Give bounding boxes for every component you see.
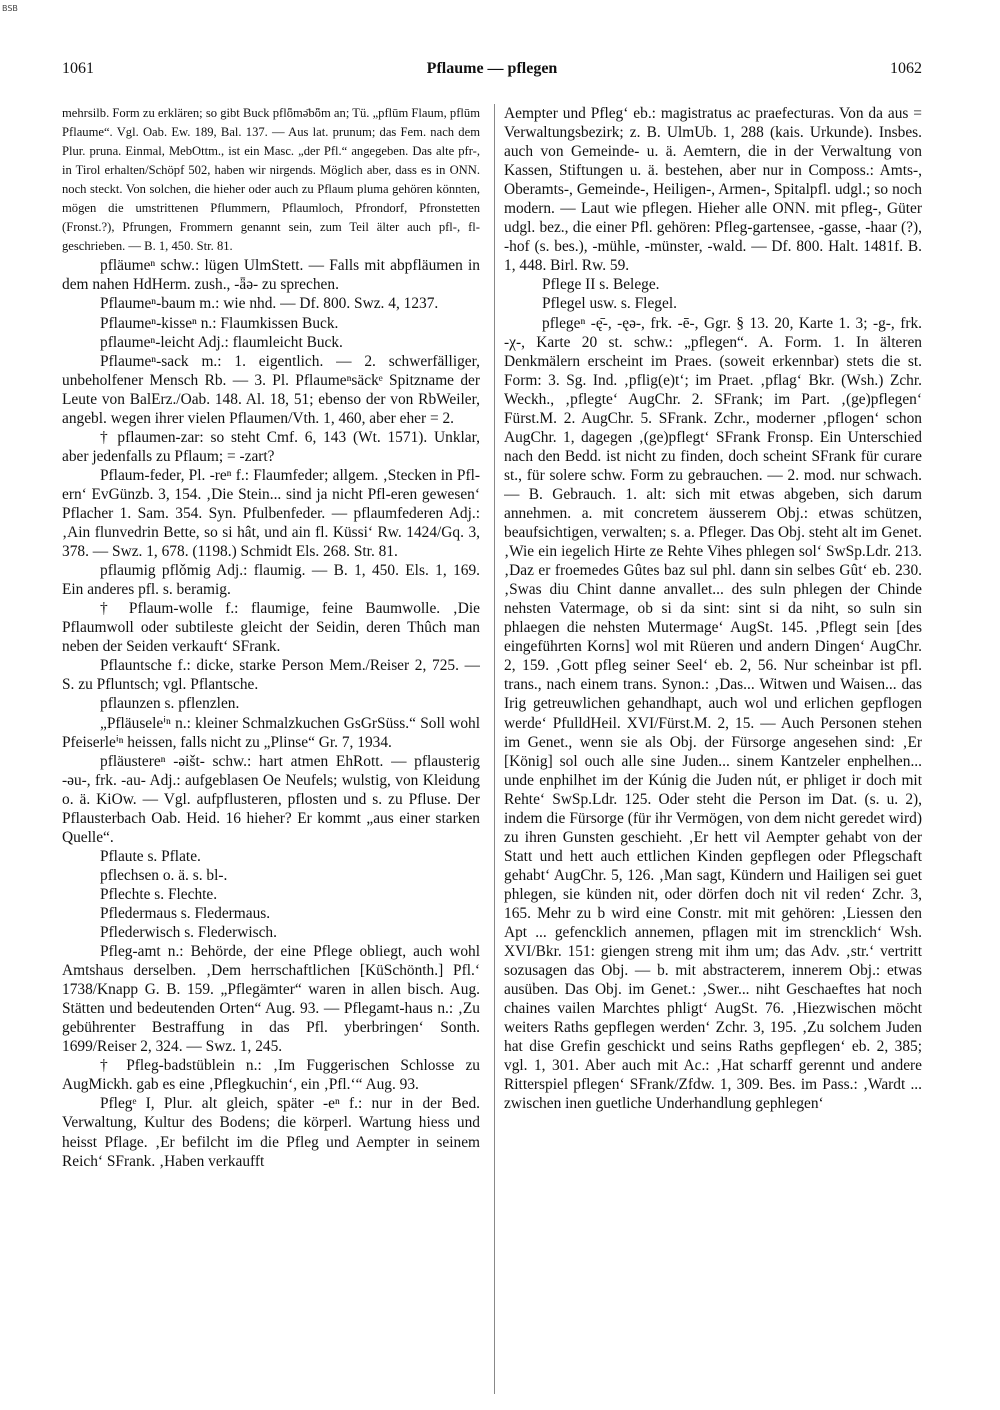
dictionary-entry: Pflegel usw. s. Flegel. xyxy=(542,295,677,313)
dictionary-entry: Pflaumeⁿ-sack m.: 1. eigentlich. — 2. schwerfälliger, unbeholfener Mensch Rb. — 3. Pl. Pflaumeⁿsäckᵉ Spitzname der Leute von BalErz./Oab. 148. Al. 18, 51; ebenso der von RbWeiler, angebl. wegen ihrer vielen Pflaumen/Vth. 1, 460, aber eher = 2. xyxy=(62,352,480,427)
dictionary-entry: pfläumeⁿ schw.: lügen UlmStett. — Falls mit abpfläumen in dem nahen HdHerm. zush., -ǟə- zu sprechen. xyxy=(62,257,480,294)
dictionary-entry: † pflaumen-zar: so steht Cmf. 6, 143 (Wt. 1571). Unklar, aber jedenfalls zu Pflaum; = -zart? xyxy=(62,428,480,465)
running-title: Pflaume — pflegen xyxy=(426,60,558,77)
right-page-number: 1062 xyxy=(890,60,922,77)
dictionary-entry: mehrsilb. Form zu erklären; so gibt Buck pflȫmə̄bȫm an; Tü. „pflūm Flaum, pflūm Pflaume“. Vgl. Oab. Ew. 189, Bal. 137. — Aus lat. prunum; das Fem. nach dem Plur. pruna. Einmal, MebOttm., ist ein Masc. „der Pfl.“ angegeben. Das alte pfr-, in Tirol erhalten/Schöpf 502, haben wir nirgends. Möglich aber, dass es in ONN. noch steckt. Von solchen, die hieher oder auch zu Pflaum pluma gehören könnten, mögen die umstrittenen Pflummern, Pflaumloch, Pfrondorf, Pfronstetten (Fronst.?), Pfrungen, Frommern genannt sein, zum Teil älter auch pfl-, fl- geschrieben. — B. 1, 450. Str. 81. xyxy=(62,106,480,254)
dictionary-entry: Aempter und Pfleg‘ eb.: magistratus ac praefecturas. Von da aus = Verwaltungsbezirk; z. B. UlmUb. 1, 288 (kais. Urkunde). Insbes. auch von Gemeinde- u. ä. Aemtern, die in der Verwaltung von Kassen, Stiftungen u. ä. bestehen, aber nur in Composs.: Amts-, Oberamts-, Gemeinde-, Heiligen-, Armen-, Spitalpfl. udgl.; so noch modern. — Laut wie pflegen. Hieher alle ONN. mit pfleg-, Güter udgl. bez., die einer Pfl. gehören: Pfleg-gartensee, -gasse, -haar (?), -hof (s. bes.), -mühle, -münster, -wald. — Df. 800. Halt. 1481f. B. 1, 448. Birl. Rw. 59. xyxy=(504,105,922,275)
dictionary-entry: Pflechte s. Flechte. xyxy=(100,885,218,903)
dictionary-entry: Pflauntsche f.: dicke, starke Person Mem./Reiser 2, 725. — S. zu Pfluntsch; vgl. Pflantsche. xyxy=(62,657,480,694)
dictionary-entry: Pflaum-feder, Pl. -reⁿ f.: Flaumfeder; allgem. ‚Stecken in Pfl-ern‘ EvGünzb. 3, 154. ‚Die Stein... sind ja nicht Pfl-eren gewesen‘ Pflacher 1. Sam. 354. Syn. Pfulbenfeder. — pflaumfederen Adj.: ‚Ain flunvedrin Bette, so si hât, und ain fl. Küssi‘ Rw. 1424/Gq. 3, 378. — Swz. 1, 678. (1198.) Schmidt Els. 268. Str. 81. xyxy=(62,466,480,561)
dictionary-entry: Pfledermaus s. Fledermaus. xyxy=(100,904,271,922)
dictionary-entry: Pflegᵉ I, Plur. alt gleich, später -eⁿ f.: nur in der Bed. Verwaltung, Kultur des Bodens; die körperl. Wartung hiess und heisst Pflage. ‚Er befilcht im die Pfleg und Aempter in seinem Reich‘ SFrank. ‚Haben verkaufft xyxy=(62,1095,480,1170)
dictionary-entry: pflaumig pflǒmig Adj.: flaumig. — B. 1, 450. Els. 1, 169. Ein anderes pfl. s. beramig. xyxy=(62,562,480,599)
dictionary-entry: pfläustereⁿ -əišt- schw.: hart atmen EhRott. — pflausterig -əu-, frk. -au- Adj.: aufgeblasen Oe Neufels; wulstig, von Kleidung o. ä. KiOw. — Vgl. aufpflusteren, pflosten und s. zu Pfluse. Der Pflausterbach Oab. Heid. 16 hieher? Er kommt „aus einer starken Quelle“. xyxy=(62,752,480,846)
dictionary-entry: Pflaumeⁿ-baum m.: wie nhd. — Df. 800. Swz. 4, 1237. xyxy=(100,295,439,313)
dictionary-entry: Pflege II s. Belege. xyxy=(542,276,660,294)
dictionary-entry: pflechsen o. ä. s. bl-. xyxy=(100,866,228,884)
left-column xyxy=(62,104,480,1394)
dictionary-entry: Pflaute s. Pflate. xyxy=(100,847,201,865)
dictionary-entry: pflaunzen s. pflenzlen. xyxy=(100,695,240,713)
column-divider xyxy=(494,104,495,1394)
left-page-number: 1061 xyxy=(62,60,94,77)
dictionary-entry: „Pfläuseleⁱⁿ n.: kleiner Schmalzkuchen GsGrSüss.“ Soll wohl Pfeiserleⁱⁿ heissen, falls nicht zu „Plinse“ Gr. 7, 1934. xyxy=(62,714,480,751)
dictionary-entry: Pfleg-amt n.: Behörde, der eine Pflege obliegt, auch wohl Amtshaus derselben. ‚Dem herrschaftlichen [KüSchönth.] Pfl.‘ 1738/Knapp G. B. 159. „Pflegämter“ waren in allen bisch. Aug. Stätten und bedeutenden Orten“ Aug. 93. — Pflegamt-haus n.: ‚Zu gebührenter Bestraffung in das Pfl. yberbringen‘ Sonth. 1699/Reiser 2, 324. — Swz. 1, 245. xyxy=(62,943,480,1056)
dictionary-entry: Pflaumeⁿ-kisseⁿ n.: Flaumkissen Buck. xyxy=(100,314,339,332)
page-header xyxy=(62,60,922,84)
library-stamp: BSB xyxy=(2,4,18,13)
right-column xyxy=(504,104,922,1394)
dictionary-entry: pflaumeⁿ-leicht Adj.: flaumleicht Buck. xyxy=(100,333,343,351)
dictionary-entry: † Pfleg-badstüblein n.: ‚Im Fuggerischen Schlosse zu AugMickh. gab es eine ‚Pflegkuchin‘, ein ‚Pfl.‘“ Aug. 93. xyxy=(62,1057,480,1094)
dictionary-entry: † Pflaum-wolle f.: flaumige, feine Baumwolle. ‚Die Pflaumwoll oder subtileste gleicht der Seidin, deren Thûch man neben der Seiden verkauft‘ SFrank. xyxy=(62,600,480,656)
dictionary-entry: pflegeⁿ -ę̄-, -ęə-, frk. -ē-, Ggr. § 13. 20, Karte 1. 3; -g-, frk. -χ-, Karte 20 st. schw.: „pflegen“. A. Form. 1. In älteren Denkmälern erscheint im Praes. (soweit erkennbar) stets die st. Form: 3. Sg. Ind. ‚pflig(e)t‘; im Praet. ‚pflag‘ Bkr. (Wsh.) Zchr. Weckh., ‚pflegte‘ AugChr. 2. SFrank; im Part. ‚(ge)pflegen‘ Fürst.M. 2. AugChr. 5. SFrank. Zchr., moderner ‚pflogen‘ schon AugChr. 1, dagegen ‚(ge)pflegt‘ SFrank Fronsp. Ein Unterschied nach den Bedd. ist nicht zu finden, doch scheint SFrank für curare st., für solere schw. Form zu gebrauchen. — 2. mod. nur schwach. — B. Gebrauch. 1. alt: sich mit etwas abgeben, sich darum annehmen. a. mit concretem äusserem Obj.: etwas schützen, beaufsichtigen, verwalten; s. a. Pfleger. Das Obj. steht alt im Genet. ‚Wie ein iegelich Hirte ze Rehte Vihes phlegen sol‘ SwSp.Ldr. 213. ‚Daz er froemedes Gûtes baz sul phl. dann sin selbes Gût‘ eb. 230. ‚Swas diu Chint danne anvallet... des suln phlegen der Chinde nehsten Vatermage, ob si da sint: sint si da niht, so suln sin phlaegen die nehsten Mutermage‘ AugSt. 145. ‚Pflegt sein [des eingeführten Korns] wol mit Rüeren und andern Dingen‘ AugChr. 2, 159. ‚Gott pfleg seiner Seel‘ eb. 2, 56. Nur scheinbar ist pfl. trans., nach einem trans. Synon.: ‚Das... Witwen und Waisen... das Irig getreuwlichen gehandhapt, auch wol und erlichen gepflogen werde‘ PfulldHeil. XVI/Fürst.M. 2, 15. — Auch Personen stehen im Genet., wenn sie als Obj. der Fürsorge angesehen sind: ‚Er [König] sol ouch alle sine Juden... sinem Kantzeler enphelhen... unde enphilhet im der Kúnig die Juden nút, er phliget ir doch mit Rehte‘ SwSp.Ldr. 125. Oder steht die Person im Dat. (s. u. 2), indem die Fürsorge (für ihr Vermögen, von dem nicht geredet wird) zu ihren Gunsten geschieht. ‚Er hett vil Aempter gehabt von der Statt und hett auch ettlichen Kinden gepflegen oder Pflegschaft gehabt‘ AugChr. 5, 126. ‚Man sagt, Kündern und Hailigen sei guet phlegen, sie künden nit, oder dörfen doch nit vil reden‘ Zchr. 3, 165. Mehr zu b wird eine Constr. mit mit gehören: ‚Liessen den Apt ... gefencklich annemen, pflagen mit im strencklich‘ Wsh. XVI/Bkr. 151: giengen streng mit ihm um; das Adv. ‚str.‘ vertritt sozusagen das Obj. — b. mit abstracterem, innerem Obj.: etwas ausüben. Das Obj. im Genet.: ‚Swer... niht Geschaeftes hat noch chaines vailen Marchtes phligt‘ AugSt. 76. ‚Hiezwischen möcht weiters Raths gepflegen werden‘ Zchr. 3, 195. ‚Zu solchem Juden hat dise Grefin geschickt und seins Raths gepflegen‘ eb. 2, 385; vgl. 1, 301. Aber auch mit Ac.: ‚Hat scharff gerennt und andere Ritterspiel pflegen‘ SFrank/Zfdw. 1, 309. Bes. im Pass.: ‚Wardt ... zwischen inen guetliche Underhandlung gephlegen‘ xyxy=(504,314,922,1113)
dictionary-entry: Pflederwisch s. Flederwisch. xyxy=(100,924,277,942)
